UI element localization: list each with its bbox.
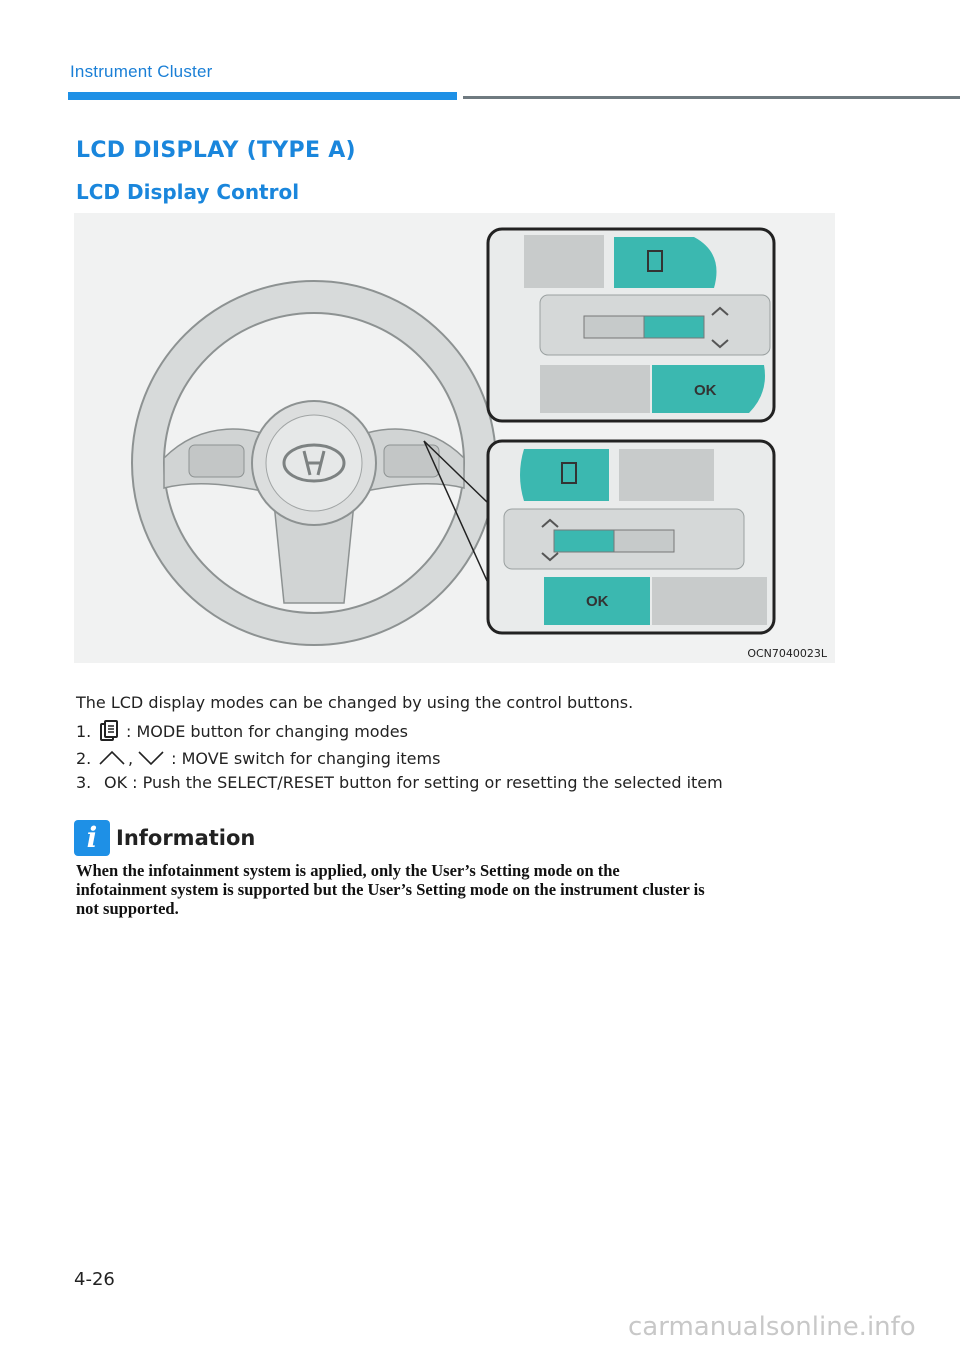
section-subtitle: LCD Display Control — [76, 180, 300, 204]
chevron-down-icon — [137, 748, 165, 768]
steering-wheel — [132, 281, 496, 645]
list-item — [76, 720, 408, 742]
header-rule — [463, 96, 960, 99]
info-line: infotainment system is supported but the User’s Setting mode on the instrument cluster is — [76, 880, 705, 899]
steering-wheel-figure — [74, 213, 835, 663]
control-inset-top — [488, 229, 774, 421]
steering-wheel-illustration — [74, 213, 835, 663]
list-number: 2. — [76, 748, 92, 768]
info-icon: i — [74, 820, 110, 856]
page-number: 4-26 — [74, 1269, 115, 1290]
ok-button-label-top: OK — [694, 382, 717, 399]
header-rule-accent — [68, 92, 457, 100]
intro-paragraph: The LCD display modes can be changed by using the control buttons. — [76, 693, 634, 712]
list-item — [76, 773, 723, 792]
list-number: 3. — [76, 773, 92, 792]
list-separator: , — [128, 748, 134, 768]
info-line: not supported. — [76, 899, 179, 918]
info-body — [76, 861, 846, 918]
mode-icon — [98, 720, 122, 742]
section-header: Instrument Cluster — [70, 62, 213, 81]
info-title: Information — [116, 826, 256, 850]
page-title: LCD DISPLAY (TYPE A) — [76, 138, 356, 163]
watermark: carmanualsonline.info — [628, 1312, 916, 1342]
list-text: : MOVE switch for changing items — [171, 748, 441, 768]
info-line: When the infotainment system is applied, only the User’s Setting mode on the — [76, 861, 620, 880]
chevron-up-icon — [98, 748, 126, 768]
list-text: OK : Push the SELECT/RESET button for setting or resetting the selected item — [104, 773, 723, 792]
control-inset-bottom — [488, 441, 774, 633]
ok-button-label-bottom: OK — [586, 593, 609, 610]
list-text: : MODE button for changing modes — [126, 721, 408, 741]
list-item — [76, 748, 440, 768]
list-number: 1. — [76, 721, 92, 741]
figure-code: OCN7040023L — [747, 647, 827, 660]
